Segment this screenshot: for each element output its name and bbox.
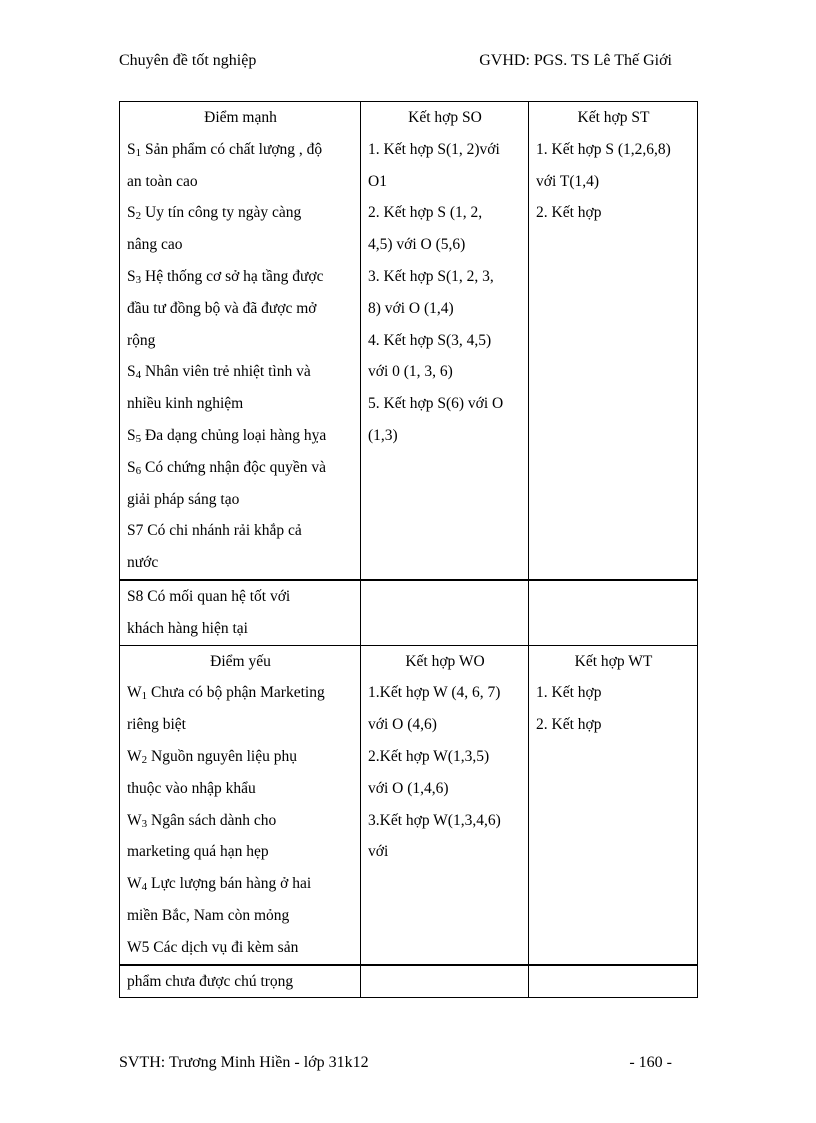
empty-cell (529, 965, 698, 998)
strength-item-text: nhiều kinh nghiệm (127, 395, 244, 413)
wo-strategy-line: với O (4,6) (368, 716, 437, 734)
strengths-list (120, 134, 361, 580)
wt-strategy-line: 2. Kết hợp (536, 716, 602, 734)
strength-item-text: nước (127, 554, 159, 572)
weakness-item-number: 3 (141, 817, 148, 830)
strength-item (127, 134, 354, 166)
st-strategies (529, 134, 698, 580)
weakness-item-text: marketing quá hạn hẹp (127, 843, 269, 861)
weakness-item-code: W (127, 811, 142, 829)
wt-strategy-line: 1. Kết hợp (536, 684, 602, 702)
weakness-item (127, 677, 354, 709)
st-strategy-line: 1. Kết hợp S (1,2,6,8) (536, 140, 671, 158)
weakness-item-text: Lực lượng bán hàng ở hai (147, 875, 312, 893)
weakness-item (127, 709, 354, 741)
strength-item-code: S (127, 363, 136, 381)
strength-item-text: đầu tư đồng bộ và đã được mở (127, 299, 317, 317)
strength-item-text: an toàn cao (127, 172, 198, 190)
weakness-item (127, 773, 354, 805)
strength-item (127, 452, 354, 484)
so-heading: Kết hợp SO (361, 102, 529, 134)
strength-item-text: Có chứng nhận độc quyền và (141, 458, 327, 476)
so-strategy-line: 8) với O (1,4) (368, 299, 454, 317)
so-strategy-line: O1 (368, 172, 387, 190)
so-strategy-line: 5. Kết hợp S(6) với O (368, 395, 504, 413)
wo-strategies (361, 677, 529, 964)
st-heading: Kết hợp ST (529, 102, 698, 134)
so-strategy-line: 3. Kết hợp S(1, 2, 3, (368, 267, 494, 285)
strength-item (127, 420, 354, 452)
strength-item-number: 2 (135, 210, 142, 223)
strength-item-text: nâng cao (127, 236, 183, 254)
so-strategy-line: 4,5) với O (5,6) (368, 236, 466, 254)
strength-item-number: 1 (135, 146, 142, 159)
weakness-item-text: Chưa có bộ phận Marketing (147, 684, 325, 702)
strength-item-code: S (127, 426, 136, 444)
st-strategy-line: 2. Kết hợp (536, 204, 602, 222)
strength-item-code: S (127, 204, 136, 222)
strength-item (127, 547, 354, 579)
empty-cell (361, 965, 529, 998)
weakness-item-code: W (127, 747, 142, 765)
strength-item-code: S (127, 140, 136, 158)
strength-item (127, 484, 354, 516)
wo-heading: Kết hợp WO (361, 645, 529, 677)
weakness-item (127, 932, 354, 964)
weakness-item (127, 741, 354, 773)
strength-item-code: S (127, 458, 136, 476)
page-header-left: Chuyên đề tốt nghiệp (119, 52, 257, 69)
so-strategy-line: (1,3) (368, 426, 398, 444)
strength-item-number: 6 (135, 464, 142, 477)
so-strategy-line: 1. Kết hợp S(1, 2)với (368, 140, 500, 158)
strength-s8-line: S8 Có mối quan hệ tốt với (127, 587, 291, 605)
wt-heading: Kết hợp WT (529, 645, 698, 677)
weakness-item-number: 4 (141, 881, 148, 894)
weakness-item (127, 805, 354, 837)
strength-item (127, 325, 354, 357)
page-footer-right: - 160 - (629, 1054, 672, 1071)
so-strategies (361, 134, 529, 580)
strength-item-text: Uy tín công ty ngày càng (141, 204, 302, 222)
weaknesses-list (120, 677, 361, 964)
weakness-item-number: 2 (141, 753, 148, 766)
page-footer-left: SVTH: Trương Minh Hiền - lớp 31k12 (119, 1054, 369, 1071)
weakness-item-number: 1 (141, 690, 148, 703)
strength-item-number: 3 (135, 273, 142, 286)
strength-item-text: Nhân viên trẻ nhiệt tình và (141, 363, 311, 381)
strength-item-text: rộng (127, 331, 156, 349)
swot-matrix-table (119, 101, 697, 998)
strength-item (127, 229, 354, 261)
wo-strategy-line: với O (1,4,6) (368, 779, 449, 797)
strength-item (127, 293, 354, 325)
strength-item-text: giải pháp sáng tạo (127, 490, 240, 508)
weakness-item-text: miền Bắc, Nam còn mỏng (127, 906, 290, 924)
page-header-right: GVHD: PGS. TS Lê Thế Giới (479, 52, 672, 69)
strength-item-number: 5 (135, 432, 142, 445)
weakness-item (127, 900, 354, 932)
strength-item-number: 4 (135, 369, 142, 382)
strength-item (127, 515, 354, 547)
strength-item (127, 388, 354, 420)
strength-item (127, 197, 354, 229)
so-strategy-line: với 0 (1, 3, 6) (368, 363, 453, 381)
strength-item-text: Sản phẩm có chất lượng , độ (141, 140, 323, 158)
weakness-item-text: riêng biệt (127, 716, 186, 734)
weakness-item-text: thuộc vào nhập khẩu (127, 779, 256, 797)
so-strategy-line: 2. Kết hợp S (1, 2, (368, 204, 483, 222)
weakness-item-code: W (127, 684, 142, 702)
strengths-heading: Điểm mạnh (120, 102, 361, 134)
weakness-item (127, 868, 354, 900)
wo-strategy-line: 3.Kết hợp W(1,3,4,6) (368, 811, 501, 829)
wo-strategy-line: 2.Kết hợp W(1,3,5) (368, 747, 490, 765)
strength-item (127, 166, 354, 198)
strength-item (127, 356, 354, 388)
weaknesses-heading: Điểm yếu (120, 645, 361, 677)
wo-strategy-line: với (368, 843, 389, 861)
weakness-item-code: W (127, 875, 142, 893)
strength-item (127, 261, 354, 293)
st-strategy-line: với T(1,4) (536, 172, 600, 190)
empty-cell (529, 580, 698, 645)
wt-strategies (529, 677, 698, 964)
strength-s8-line: khách hàng hiện tại (127, 619, 248, 637)
strength-item-text: Hệ thống cơ sở hạ tầng được (141, 267, 324, 285)
strength-item-code: S (127, 267, 136, 285)
strength-s8 (120, 580, 361, 645)
wo-strategy-line: 1.Kết hợp W (4, 6, 7) (368, 684, 501, 702)
strength-item-text: S7 Có chi nhánh rải khắp cả (127, 522, 302, 540)
weakness-item (127, 836, 354, 868)
weakness-item-text: W5 Các dịch vụ đi kèm sản (127, 938, 299, 956)
so-strategy-line: 4. Kết hợp S(3, 4,5) (368, 331, 492, 349)
weakness-w5-continued: phẩm chưa được chú trọng (120, 965, 361, 998)
weakness-item-text: Ngân sách dành cho (147, 811, 277, 829)
empty-cell (361, 580, 529, 645)
weakness-item-text: Nguồn nguyên liệu phụ (147, 747, 297, 765)
strength-item-text: Đa dạng chủng loại hàng hỵa (141, 426, 327, 444)
